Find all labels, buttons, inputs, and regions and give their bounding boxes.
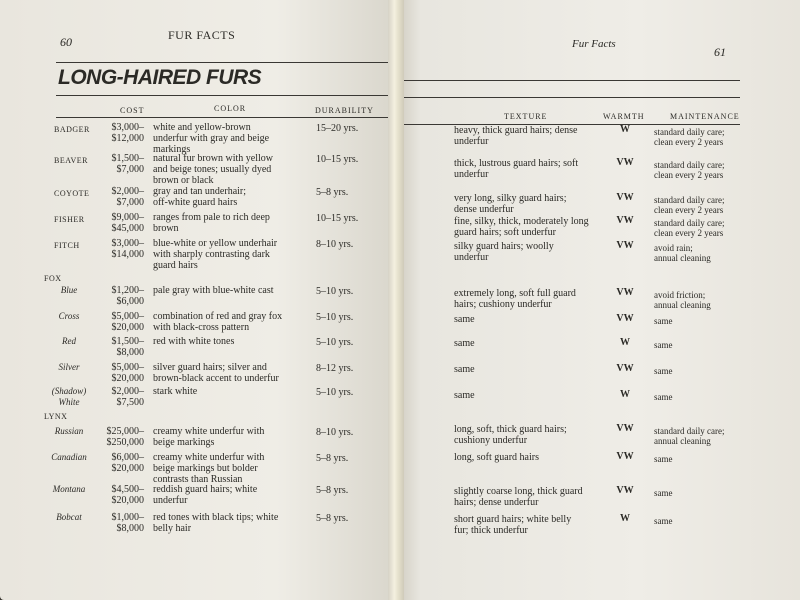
color-cell-line: contrasts than Russian	[153, 474, 243, 485]
cost-cell-line: $1,500–	[111, 153, 144, 164]
fur-name: BEAVER	[54, 156, 88, 165]
cost-cell-line: $14,000	[111, 249, 144, 260]
maintenance-cell-line: same	[654, 366, 673, 376]
texture-cell	[454, 241, 554, 263]
color-cell	[153, 484, 257, 506]
cost-cell-line: $4,500–	[111, 484, 144, 495]
left-page	[0, 0, 396, 600]
maintenance-cell	[654, 243, 711, 263]
durability-cell: 5–10 yrs.	[316, 312, 354, 323]
maintenance-cell-line: same	[654, 316, 673, 326]
texture-cell-line: long, soft guard hairs	[454, 452, 539, 463]
warmth-cell: VW	[616, 192, 634, 203]
texture-cell	[454, 338, 475, 349]
cost-cell-line: $8,000	[116, 523, 144, 534]
color-cell-line: off-white guard hairs	[153, 197, 238, 208]
texture-cell-line: long, soft, thick guard hairs;	[454, 424, 567, 435]
warmth-cell: W	[620, 337, 630, 348]
maintenance-cell	[654, 426, 724, 446]
color-cell	[153, 238, 277, 271]
color-cell	[153, 426, 264, 448]
cost-cell-line: $7,500	[116, 397, 144, 408]
texture-cell-line: cushiony underfur	[454, 435, 528, 446]
texture-cell-line: extremely long, soft full guard	[454, 288, 576, 299]
fur-name: BADGER	[54, 125, 90, 134]
texture-cell-line: hairs; dense underfur	[454, 497, 539, 508]
warmth-cell: VW	[616, 157, 634, 168]
texture-cell-line: silky guard hairs; woolly	[454, 241, 554, 252]
texture-cell-line: fur; thick underfur	[454, 525, 528, 536]
cost-cell	[92, 186, 144, 208]
maintenance-cell	[654, 160, 724, 180]
maintenance-cell	[654, 127, 724, 147]
fur-name: COYOTE	[54, 189, 90, 198]
cost-cell-line: $3,000–	[111, 238, 144, 249]
cost-cell	[92, 362, 144, 384]
maintenance-cell	[654, 516, 673, 526]
texture-cell	[454, 364, 475, 375]
color-cell	[153, 186, 246, 208]
header-cost: COST	[120, 106, 145, 115]
texture-cell-line: dense underfur	[454, 204, 514, 215]
header-color: COLOR	[214, 104, 247, 113]
color-cell-line: beige markings	[153, 437, 215, 448]
fur-subtype-name: Silver	[58, 362, 80, 372]
color-cell-line: belly hair	[153, 523, 192, 534]
color-cell	[153, 153, 273, 186]
color-cell-line: with black-cross pattern	[153, 322, 250, 333]
durability-cell: 5–8 yrs.	[316, 187, 349, 198]
maintenance-cell-line: same	[654, 392, 673, 402]
cost-cell-line: $45,000	[111, 223, 144, 234]
fur-subtype-name: Russian	[54, 426, 84, 436]
warmth-cell: W	[620, 389, 630, 400]
maintenance-cell-line: standard daily care;	[654, 426, 725, 436]
maintenance-cell	[654, 488, 673, 498]
texture-cell	[454, 158, 578, 180]
texture-cell-line: underfur	[454, 169, 489, 180]
color-cell-line: stark white	[153, 386, 198, 397]
cost-cell	[92, 426, 144, 448]
right-running-head: Fur Facts	[572, 38, 616, 50]
color-cell-line: beige markings but bolder	[153, 463, 258, 474]
cost-cell-line: $3,000–	[111, 122, 144, 133]
page-title: LONG-HAIRED FURS	[58, 66, 262, 89]
cost-cell	[92, 122, 144, 144]
cost-cell-line: $20,000	[111, 373, 144, 384]
color-cell	[153, 122, 269, 155]
texture-cell	[454, 125, 577, 147]
warmth-cell: VW	[616, 215, 634, 226]
fur-subtype-name: (Shadow) White	[51, 386, 87, 407]
title-rule-top	[56, 62, 396, 63]
color-cell-line: gray and tan underhair;	[153, 186, 247, 197]
texture-cell-line: hairs; cushiony underfur	[454, 299, 552, 310]
maintenance-cell	[654, 290, 711, 310]
maintenance-cell-line: avoid rain;	[654, 243, 693, 253]
texture-cell	[454, 452, 539, 463]
texture-cell	[454, 424, 567, 446]
maintenance-cell-line: clean every 2 years	[654, 228, 724, 238]
maintenance-cell-line: clean every 2 years	[654, 137, 724, 147]
warmth-cell: VW	[616, 423, 634, 434]
header-durability: DURABILITY	[315, 106, 374, 115]
cost-cell-line: $5,000–	[111, 311, 144, 322]
texture-cell-line: underfur	[454, 252, 489, 263]
durability-cell: 5–10 yrs.	[316, 286, 354, 297]
warmth-cell: VW	[616, 287, 634, 298]
color-cell	[153, 336, 234, 347]
color-cell	[153, 362, 279, 384]
color-cell-line: combination of red and gray fox	[153, 311, 283, 322]
durability-cell: 8–10 yrs.	[316, 427, 354, 438]
book-spine	[388, 0, 404, 600]
durability-cell: 5–10 yrs.	[316, 387, 354, 398]
color-cell	[153, 311, 282, 333]
color-cell	[153, 386, 197, 397]
title-rule-bottom	[56, 95, 396, 96]
maintenance-cell-line: clean every 2 years	[654, 170, 724, 180]
durability-cell: 8–12 yrs.	[316, 363, 354, 374]
texture-cell-line: thick, lustrous guard hairs; soft	[454, 158, 579, 169]
header-texture: TEXTURE	[504, 112, 548, 121]
cost-cell	[92, 386, 144, 408]
fur-subtype-name: Blue	[60, 285, 78, 295]
durability-cell: 5–8 yrs.	[316, 513, 349, 524]
cost-cell-line: $6,000–	[111, 452, 144, 463]
cost-cell-line: $20,000	[111, 463, 144, 474]
color-cell	[153, 512, 278, 534]
left-running-head: FUR FACTS	[168, 28, 236, 42]
header-maintenance: MAINTENANCE	[670, 112, 740, 121]
color-cell-line: and beige tones; usually dyed	[153, 164, 272, 175]
maintenance-cell	[654, 195, 724, 215]
texture-cell	[454, 193, 566, 215]
cost-cell	[92, 336, 144, 358]
texture-cell-line: same	[454, 314, 475, 325]
maintenance-cell-line: standard daily care;	[654, 160, 725, 170]
color-cell-line: red tones with black tips; white	[153, 512, 279, 523]
maintenance-cell-line: annual cleaning	[654, 436, 711, 446]
fur-subtype-name: Red	[62, 336, 76, 346]
texture-cell-line: short guard hairs; white belly	[454, 514, 572, 525]
durability-cell: 5–10 yrs.	[316, 337, 354, 348]
maintenance-cell	[654, 454, 673, 464]
fur-subtype-name: Bobcat	[56, 512, 82, 522]
cost-cell-line: $7,000	[116, 197, 144, 208]
cost-cell	[92, 285, 144, 307]
fur-name: FITCH	[54, 241, 80, 250]
durability-cell: 15–20 yrs.	[316, 123, 359, 134]
maintenance-cell	[654, 218, 724, 238]
cost-cell-line: $12,000	[111, 133, 144, 144]
warmth-cell: VW	[616, 313, 634, 324]
warmth-cell: VW	[616, 363, 634, 374]
warmth-cell: W	[620, 124, 630, 135]
right-title-rule-bottom	[396, 97, 740, 98]
warmth-cell: VW	[616, 485, 634, 496]
color-cell-line: markings	[153, 144, 191, 155]
texture-cell-line: same	[454, 364, 475, 375]
right-title-rule-top	[396, 80, 740, 81]
cost-cell-line: $1,200–	[111, 285, 144, 296]
cost-cell	[92, 512, 144, 534]
warmth-cell: W	[620, 513, 630, 524]
texture-cell	[454, 288, 576, 310]
color-cell-line: pale gray with blue-white cast	[153, 285, 274, 296]
fur-subtype-name: Cross	[58, 311, 80, 321]
fur-subtype-name: Montana	[52, 484, 86, 494]
maintenance-cell	[654, 340, 673, 350]
maintenance-cell-line: same	[654, 488, 673, 498]
maintenance-cell-line: standard daily care;	[654, 195, 725, 205]
maintenance-cell-line: annual cleaning	[654, 253, 711, 263]
group-label-lynx: LYNX	[44, 412, 68, 421]
cost-cell-line: $9,000–	[111, 212, 144, 223]
cost-cell	[92, 212, 144, 234]
color-cell	[153, 285, 274, 296]
maintenance-cell-line: same	[654, 454, 673, 464]
maintenance-cell	[654, 366, 673, 376]
color-cell-line: reddish guard hairs; white	[153, 484, 258, 495]
warmth-cell: VW	[616, 451, 634, 462]
color-cell-line: blue-white or yellow underhair	[153, 238, 278, 249]
color-cell-line: underfur	[153, 495, 188, 506]
cost-cell-line: $20,000	[111, 495, 144, 506]
header-warmth: WARMTH	[603, 112, 645, 121]
durability-cell: 5–8 yrs.	[316, 453, 349, 464]
color-cell-line: brown-black accent to underfur	[153, 373, 279, 384]
cost-cell-line: $2,000–	[111, 186, 144, 197]
fur-subtype-name: Canadian	[51, 452, 87, 462]
maintenance-cell-line: standard daily care;	[654, 218, 725, 228]
texture-cell	[454, 390, 475, 401]
header-rule-left	[56, 117, 396, 118]
color-cell-line: red with white tones	[153, 336, 235, 347]
maintenance-cell-line: standard daily care;	[654, 127, 725, 137]
texture-cell-line: very long, silky guard hairs;	[454, 193, 567, 204]
color-cell-line: brown or black	[153, 175, 214, 186]
color-cell-line: creamy white underfur with	[153, 426, 265, 437]
color-cell-line: creamy white underfur with	[153, 452, 265, 463]
texture-cell-line: same	[454, 338, 475, 349]
cost-cell-line: $7,000	[116, 164, 144, 175]
maintenance-cell	[654, 392, 673, 402]
texture-cell	[454, 314, 475, 325]
cost-cell-line: $250,000	[106, 437, 144, 448]
color-cell	[153, 212, 270, 234]
color-cell	[153, 452, 264, 485]
fur-name: FISHER	[54, 215, 85, 224]
cost-cell-line: $1,000–	[111, 512, 144, 523]
left-page-number: 60	[60, 35, 72, 49]
cost-cell	[92, 484, 144, 506]
cost-cell	[92, 238, 144, 260]
color-cell-line: ranges from pale to rich deep	[153, 212, 270, 223]
cost-cell-line: $5,000–	[111, 362, 144, 373]
color-cell-line: silver guard hairs; silver and	[153, 362, 267, 373]
maintenance-cell-line: avoid friction;	[654, 290, 706, 300]
color-cell-line: underfur with gray and beige	[153, 133, 270, 144]
cost-cell-line: $1,500–	[111, 336, 144, 347]
maintenance-cell-line: same	[654, 340, 673, 350]
cost-cell-line: $2,000–	[111, 386, 144, 397]
cost-cell-line: $8,000	[116, 347, 144, 358]
cost-cell	[92, 311, 144, 333]
color-cell-line: natural fur brown with yellow	[153, 153, 273, 164]
color-cell-line: guard hairs	[153, 260, 198, 271]
texture-cell	[454, 514, 571, 536]
warmth-cell: VW	[616, 240, 634, 251]
texture-cell-line: underfur	[454, 136, 489, 147]
durability-cell: 5–8 yrs.	[316, 485, 349, 496]
cost-cell	[92, 153, 144, 175]
maintenance-cell-line: clean every 2 years	[654, 205, 724, 215]
durability-cell: 10–15 yrs.	[316, 213, 359, 224]
texture-cell	[454, 486, 583, 508]
maintenance-cell-line: same	[654, 516, 673, 526]
maintenance-cell	[654, 316, 673, 326]
durability-cell: 8–10 yrs.	[316, 239, 354, 250]
right-page	[396, 0, 800, 600]
texture-cell-line: heavy, thick guard hairs; dense	[454, 125, 578, 136]
maintenance-cell-line: annual cleaning	[654, 300, 711, 310]
cost-cell	[92, 452, 144, 474]
durability-cell: 10–15 yrs.	[316, 154, 359, 165]
group-label-fox: FOX	[44, 274, 62, 283]
cost-cell-line: $20,000	[111, 322, 144, 333]
color-cell-line: brown	[153, 223, 179, 234]
texture-cell-line: guard hairs; soft underfur	[454, 227, 556, 238]
texture-cell-line: fine, silky, thick, moderately long	[454, 216, 589, 227]
cost-cell-line: $6,000	[116, 296, 144, 307]
texture-cell-line: same	[454, 390, 475, 401]
right-page-number: 61	[714, 45, 726, 59]
color-cell-line: with sharply contrasting dark	[153, 249, 270, 260]
color-cell-line: white and yellow-brown	[153, 122, 251, 133]
texture-cell	[454, 216, 589, 238]
texture-cell-line: slightly coarse long, thick guard	[454, 486, 583, 497]
cost-cell-line: $25,000–	[106, 426, 144, 437]
